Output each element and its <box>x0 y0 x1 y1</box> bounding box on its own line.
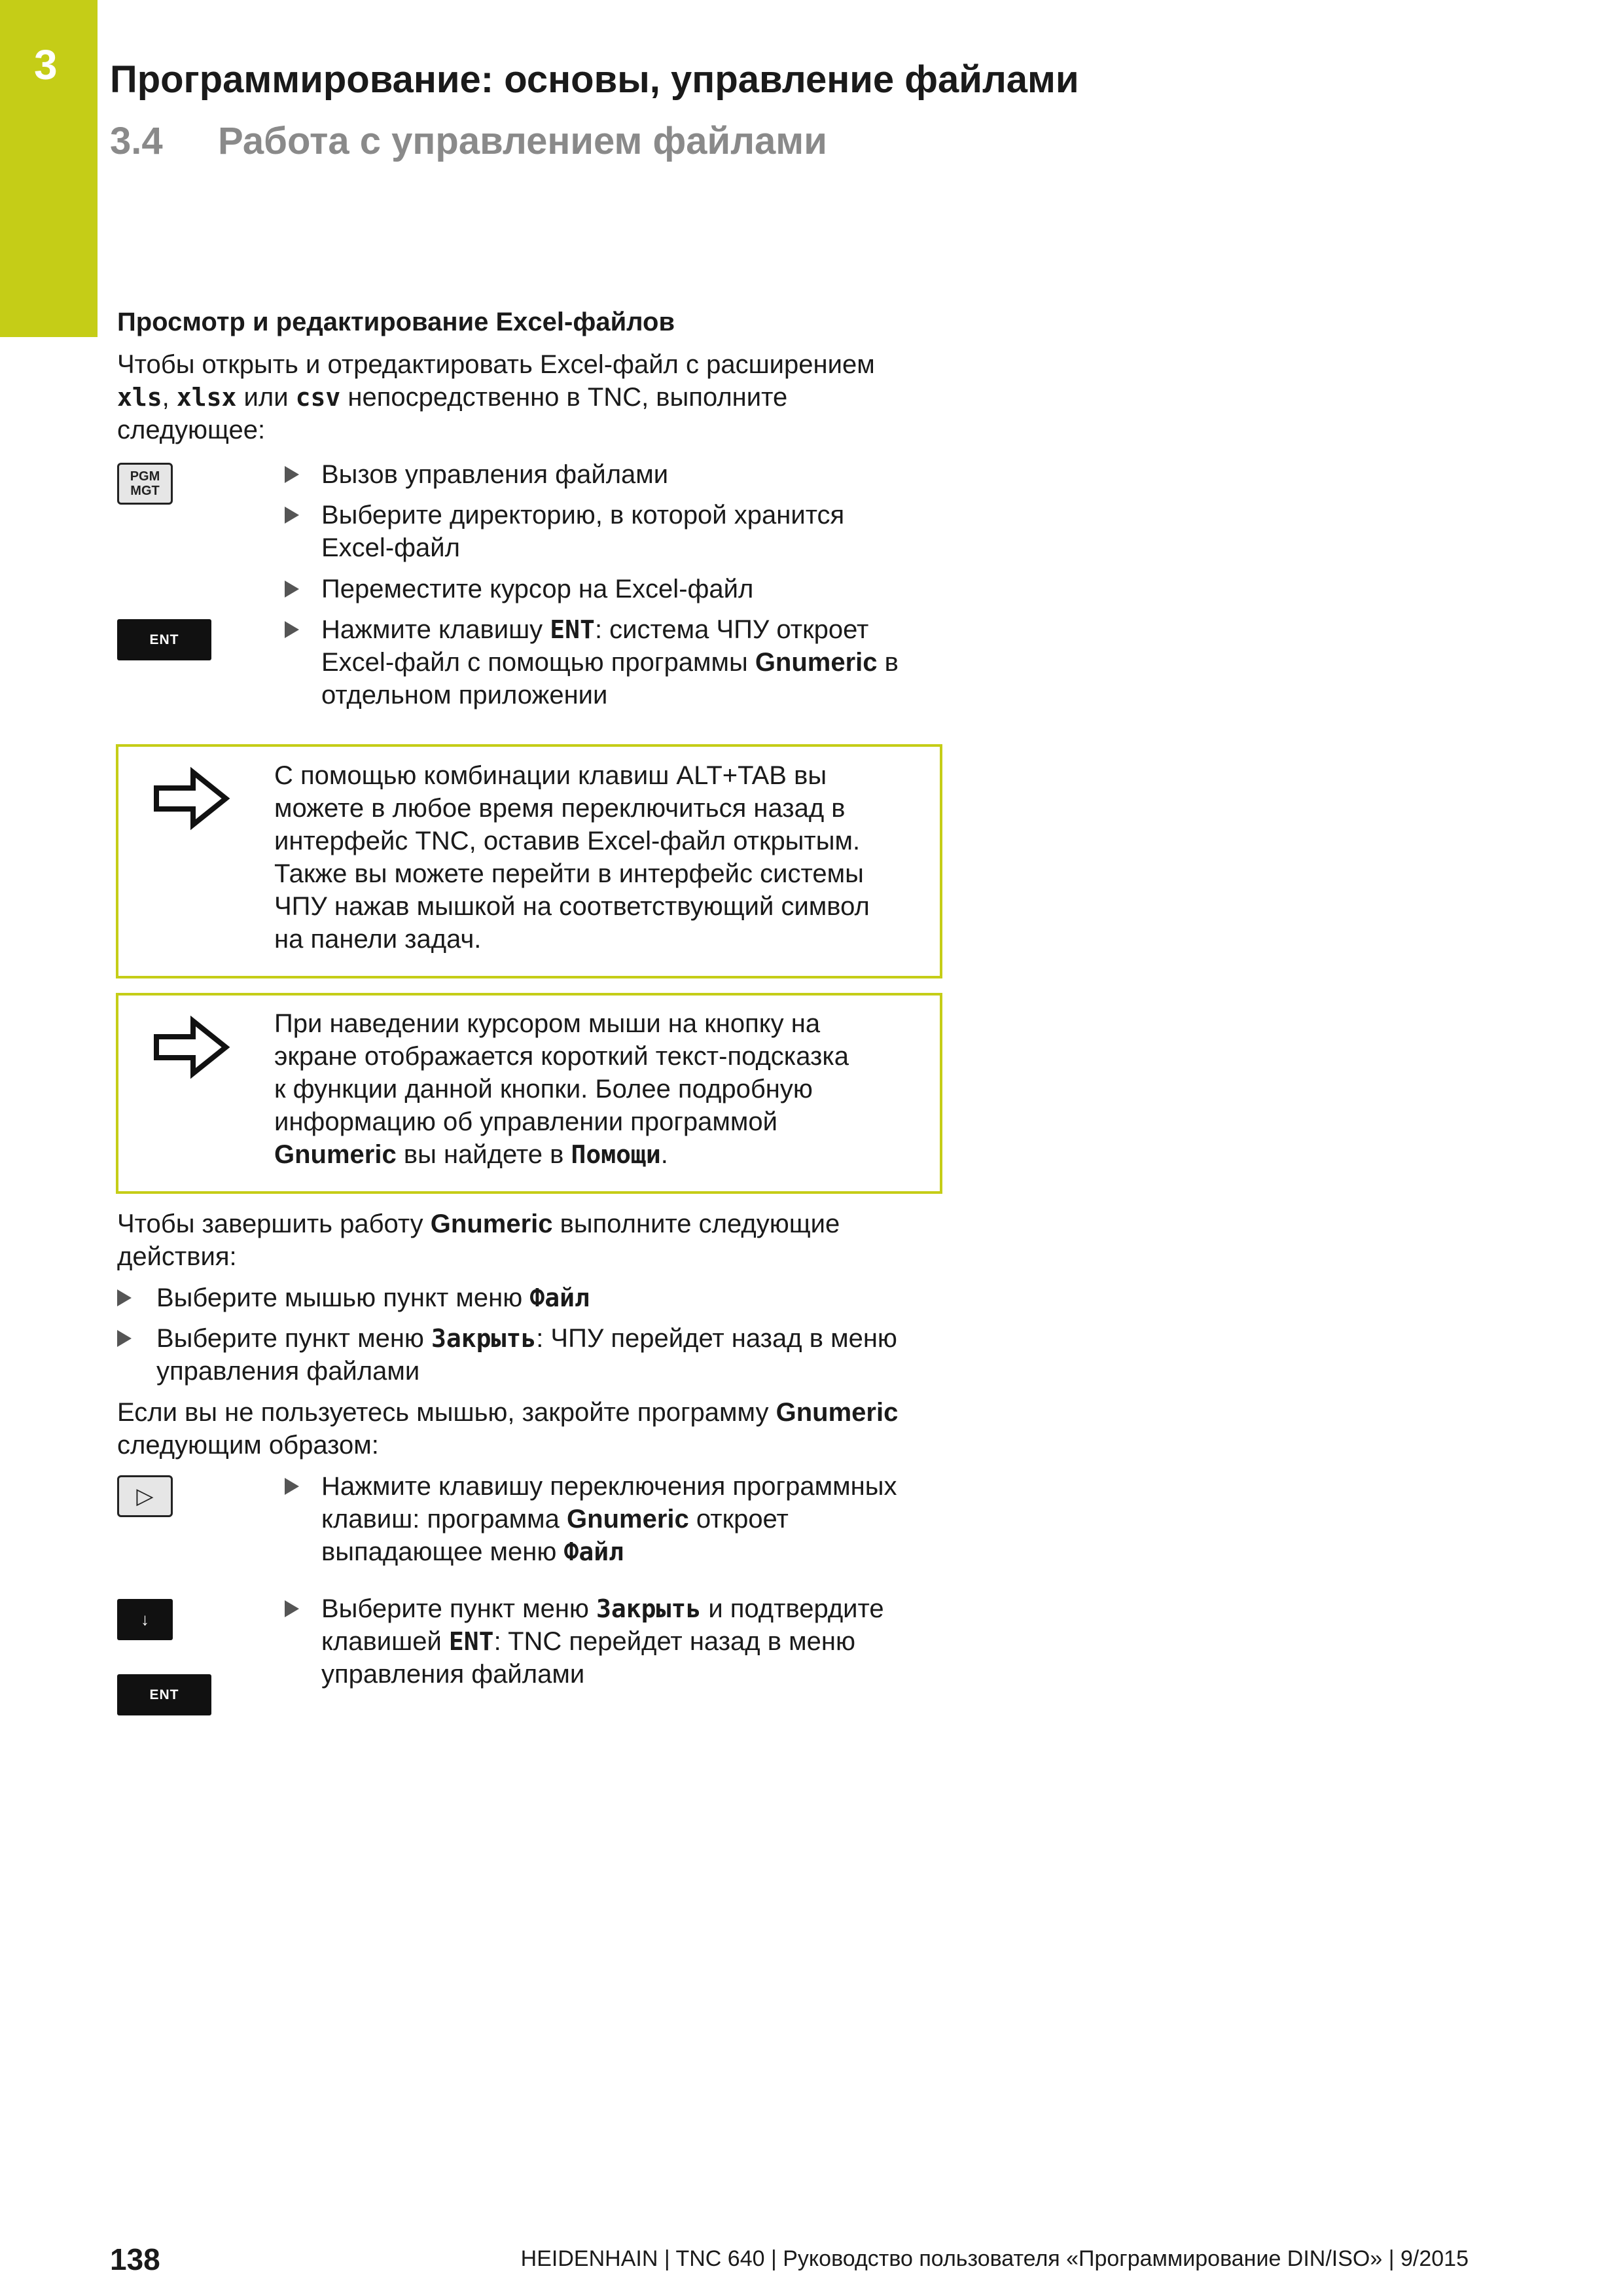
step-line: Excel-файл <box>321 533 460 562</box>
bullet-triangle-icon <box>285 621 299 638</box>
text-run: в <box>877 648 899 677</box>
page-number: 138 <box>110 2242 160 2276</box>
section-title: Работа с управлением файлами <box>218 120 827 162</box>
footer-text: HEIDENHAIN | TNC 640 | Руководство пользователя «Программирование DIN/ISO» | 9/2015 <box>520 2246 1469 2271</box>
text-run: клавиш: программа <box>321 1505 567 1534</box>
arrow-down-key[interactable] <box>117 1599 173 1640</box>
intro-line-2-rest: непосредственно в TNC, выполните <box>340 383 788 412</box>
program-name: Gnumeric <box>430 1210 553 1238</box>
bullet-triangle-icon <box>117 1289 132 1306</box>
text-run: : TNC перейдет назад в меню <box>493 1627 855 1656</box>
ent-key[interactable] <box>117 619 211 660</box>
note-line: можете в любое время переключиться назад в <box>274 794 846 823</box>
text-run: Excel-файл с помощью программы <box>321 648 755 677</box>
text-run: выполните следующие <box>552 1210 840 1238</box>
text-run: : система ЧПУ откроет <box>594 615 869 644</box>
ext-xlsx: xlsx <box>176 383 237 412</box>
note-box-tooltip <box>116 993 942 1194</box>
key-ref: ENT <box>448 1627 494 1656</box>
intro-sep: , <box>162 383 177 412</box>
next-arrow-icon: ▷ <box>136 1484 154 1509</box>
chapter-title: Программирование: основы, управление файлами <box>110 58 1079 101</box>
finish-line-2: действия: <box>117 1242 237 1271</box>
step-line <box>321 1592 884 1625</box>
menu-ref: Файл <box>563 1537 624 1566</box>
bullet-triangle-icon <box>285 581 299 598</box>
ent-key-label: ENT <box>149 632 179 647</box>
pgm-mgt-key-label <box>130 469 160 498</box>
chapter-number: 3 <box>34 41 58 88</box>
menu-ref: Файл <box>529 1283 590 1312</box>
section-number: 3.4 <box>110 120 163 162</box>
step-line <box>321 1625 884 1658</box>
note-line: При наведении курсором мыши на кнопку на <box>274 1009 821 1038</box>
text-run: Если вы не пользуетесь мышью, закройте программу <box>117 1398 776 1427</box>
step-line <box>321 646 899 679</box>
step-text <box>321 613 899 711</box>
ext-xls: xls <box>117 383 162 412</box>
intro-line-3: следующее: <box>117 416 266 444</box>
note-arrow-icon <box>152 766 231 831</box>
ent-key[interactable] <box>117 1674 211 1715</box>
step-line <box>156 1322 897 1355</box>
text-run: : ЧПУ перейдет назад в меню <box>536 1324 897 1353</box>
text-run: и подтвердите <box>701 1594 884 1623</box>
intro-paragraph <box>117 348 875 446</box>
subheading: Просмотр и редактирование Excel-файлов <box>117 308 675 336</box>
note-box-alt-tab <box>116 744 942 978</box>
step-text: Переместите курсор на Excel-файл <box>321 575 754 603</box>
pgm-mgt-key[interactable] <box>117 463 173 505</box>
nomouse-line-1 <box>117 1396 898 1429</box>
step-text <box>156 1282 590 1314</box>
note-line: С помощью комбинации клавиш ALT+TAB вы <box>274 761 827 790</box>
step-text <box>156 1322 897 1388</box>
note-line: ЧПУ нажав мышкой на соответствующий символ <box>274 892 870 921</box>
arrow-down-icon: ↓ <box>141 1609 149 1629</box>
step-line <box>321 1535 897 1568</box>
ext-csv: csv <box>295 383 341 412</box>
program-name: Gnumeric <box>567 1505 689 1534</box>
note-line <box>274 1138 849 1171</box>
note-text <box>274 1007 849 1171</box>
note-line: экране отображается короткий текст-подсказка <box>274 1042 849 1071</box>
text-run: вы найдете в <box>396 1140 571 1169</box>
menu-ref: Закрыть <box>596 1594 702 1623</box>
note-line: Также вы можете перейти в интерфейс системы <box>274 859 864 888</box>
program-name: Gnumeric <box>274 1140 397 1169</box>
step-line: Нажмите клавишу переключения программных <box>321 1472 897 1501</box>
step-line: управления файлами <box>156 1357 420 1386</box>
finish-line-1 <box>117 1208 840 1240</box>
step-line: отдельном приложении <box>321 681 608 709</box>
intro-line-2 <box>117 381 875 414</box>
step-line: Выберите директорию, в которой хранится <box>321 501 845 529</box>
text-run: . <box>660 1140 668 1169</box>
mgt-label: MGT <box>130 484 160 498</box>
ent-key-label: ENT <box>149 1687 179 1702</box>
bullet-triangle-icon <box>285 1600 299 1617</box>
menu-ref: Закрыть <box>431 1324 537 1353</box>
nomouse-line-2: следующим образом: <box>117 1431 379 1460</box>
next-softkey-row-key[interactable] <box>117 1475 173 1517</box>
text-run: откроет <box>688 1505 789 1534</box>
note-line: информацию об управлении программой <box>274 1107 778 1136</box>
text-run: Нажмите клавишу <box>321 615 550 644</box>
help-ref: Помощи <box>571 1140 661 1169</box>
note-line: к функции данной кнопки. Более подробную <box>274 1075 813 1103</box>
finish-paragraph <box>117 1208 840 1273</box>
text-run: Выберите пункт меню <box>156 1324 432 1353</box>
step-line <box>321 613 899 646</box>
chapter-tab <box>0 0 98 337</box>
nomouse-paragraph <box>117 1396 898 1462</box>
text-run: Чтобы завершить работу <box>117 1210 431 1238</box>
step-text <box>321 499 844 564</box>
step-line: управления файлами <box>321 1660 585 1689</box>
pgm-label: PGM <box>130 469 160 484</box>
intro-or: или <box>236 383 296 412</box>
key-ref: ENT <box>550 615 595 644</box>
text-run: Выберите мышью пункт меню <box>156 1283 530 1312</box>
bullet-triangle-icon <box>285 466 299 483</box>
step-line <box>321 1503 897 1535</box>
text-run: выпадающее меню <box>321 1537 564 1566</box>
bullet-triangle-icon <box>285 507 299 524</box>
step-text <box>321 1592 884 1691</box>
note-text <box>274 759 870 956</box>
bullet-triangle-icon <box>285 1478 299 1495</box>
text-run: Выберите пункт меню <box>321 1594 597 1623</box>
intro-line-1: Чтобы открыть и отредактировать Excel-файл с расширением <box>117 350 875 379</box>
program-name: Gnumeric <box>755 648 878 677</box>
program-name: Gnumeric <box>776 1398 899 1427</box>
step-text <box>321 1470 897 1568</box>
step-text: Вызов управления файлами <box>321 460 669 489</box>
note-line: интерфейс TNC, оставив Excel-файл открытым. <box>274 827 861 855</box>
note-line: на панели задач. <box>274 925 482 954</box>
note-arrow-icon <box>152 1014 231 1080</box>
text-run: клавишей <box>321 1627 449 1656</box>
bullet-triangle-icon <box>117 1330 132 1347</box>
